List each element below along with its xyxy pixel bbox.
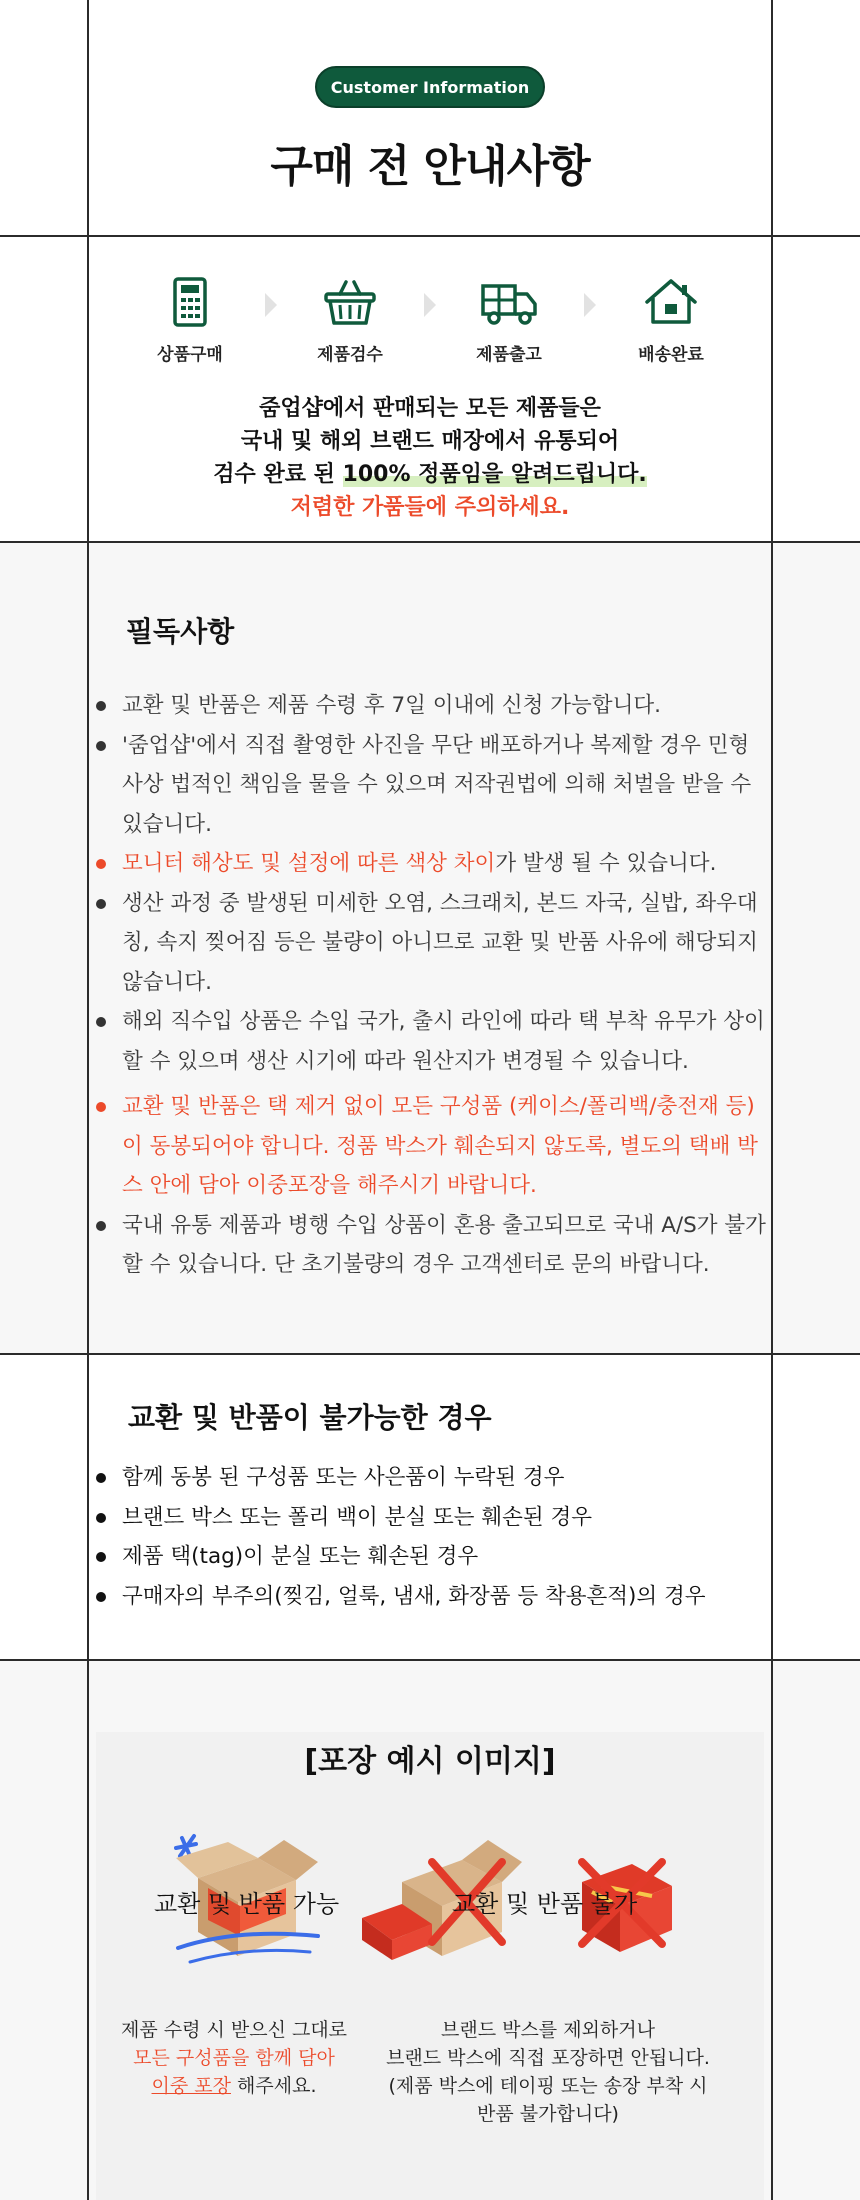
basket-icon — [322, 276, 378, 328]
chevron-right-icon — [265, 293, 277, 317]
caption-line: 제품 수령 시 받으신 그대로 — [120, 2019, 348, 2041]
return-impossible-label: 교환 및 반품 불가 — [452, 1890, 638, 1918]
caption-line: (제품 박스에 테이핑 또는 송장 부착 시 — [388, 2075, 708, 2097]
step-inspection — [290, 276, 410, 365]
statement-line: 국내 및 해외 브랜드 매장에서 유통되어 — [240, 429, 620, 454]
step-purchase — [130, 276, 250, 365]
statement-line — [0, 458, 860, 491]
must-read-list — [96, 686, 766, 1285]
list-item: 함께 동봉 된 구성품 또는 사은품이 누락된 경우 — [96, 1458, 776, 1498]
divider — [0, 541, 860, 543]
caption-line: 모든 구성품을 함께 담아 — [133, 2047, 335, 2069]
step-label: 제품검수 — [317, 345, 383, 365]
statement-line: 줌업샵에서 판매되는 모든 제품들은 — [259, 396, 601, 421]
chevron-right-icon — [424, 293, 436, 317]
step-shipping — [449, 276, 569, 365]
header-section — [0, 0, 860, 236]
divider — [0, 1353, 860, 1355]
list-item: 해외 직수입 상품은 수입 국가, 출시 라인에 따라 택 부착 유무가 상이할 수 있으며 생산 시기에 따라 원산지가 변경될 수 있습니다. — [96, 1002, 766, 1081]
step-delivered — [611, 276, 731, 365]
caption-text: 해주세요. — [230, 2075, 317, 2097]
list-item — [96, 844, 766, 884]
section-title: [포장 예시 이미지] — [304, 1744, 556, 1779]
frame-line-left — [87, 0, 89, 2200]
must-read-section — [0, 542, 860, 1354]
color-difference-note: 모니터 해상도 및 설정에 따른 색상 차이 — [122, 851, 496, 876]
ok-caption — [104, 2016, 364, 2100]
process-section — [0, 236, 860, 542]
step-label: 배송완료 — [638, 345, 704, 365]
statement-prefix: 검수 완료 된 — [213, 462, 343, 487]
step-label: 제품출고 — [476, 345, 542, 365]
section-title: 필독사항 — [126, 615, 235, 648]
list-item: 국내 유통 제품과 병행 수입 상품이 혼용 출고되므로 국내 A/S가 불가할 수 있습니다. 단 초기불량의 경우 고객센터로 문의 바랍니다. — [96, 1206, 766, 1285]
caption-line: 브랜드 박스를 제외하거나 — [441, 2019, 655, 2041]
return-possible-label: 교환 및 반품 가능 — [154, 1890, 340, 1918]
authenticity-statement — [0, 392, 860, 524]
divider — [0, 1659, 860, 1661]
caption-line: 반품 불가합니다) — [477, 2103, 619, 2125]
list-item: 교환 및 반품은 제품 수령 후 7일 이내에 신청 가능합니다. — [96, 686, 766, 726]
section-title: 교환 및 반품이 불가능한 경우 — [128, 1401, 492, 1434]
list-item: 구매자의 부주의(찢김, 얼룩, 냄새, 화장품 등 착용흔적)의 경우 — [96, 1577, 776, 1617]
divider — [0, 235, 860, 237]
calculator-icon — [164, 276, 216, 328]
caption-line — [104, 2072, 364, 2100]
customer-info-badge: Customer Information — [315, 66, 545, 108]
double-packing-note: 이중 포장 — [151, 2075, 231, 2097]
page-title: 구매 전 안내사항 — [270, 141, 590, 192]
no-return-list — [96, 1458, 776, 1616]
list-item-text: 가 발생 될 수 있습니다. — [495, 851, 717, 876]
authenticity-highlight: 100% 정품임을 알려드립니다. — [342, 462, 647, 487]
chevron-right-icon — [584, 293, 596, 317]
frame-line-right — [771, 0, 773, 2200]
list-item: 브랜드 박스 또는 폴리 백이 분실 또는 훼손된 경우 — [96, 1498, 776, 1538]
truck-icon — [479, 276, 539, 328]
not-ok-caption — [378, 2016, 718, 2128]
caption-line: 브랜드 박스에 직접 포장하면 안됩니다. — [386, 2047, 710, 2069]
step-label: 상품구매 — [157, 345, 223, 365]
house-icon — [643, 276, 699, 328]
no-return-section — [0, 1354, 860, 1660]
list-item: 교환 및 반품은 택 제거 없이 모든 구성품 (케이스/폴리백/충전재 등)이 동봉되어야 합니다. 정품 박스가 훼손되지 않도록, 별도의 택배 박스 안에 담아 이중포장을 해주시기 바랍니다. — [96, 1087, 766, 1206]
list-item: 생산 과정 중 발생된 미세한 오염, 스크래치, 본드 자국, 실밥, 좌우대칭, 속지 찢어짐 등은 불량이 아니므로 교환 및 반품 사유에 해당되지 않습니다. — [96, 884, 766, 1003]
list-item: '줌업샵'에서 직접 촬영한 사진을 무단 배포하거나 복제할 경우 민형사상 법적인 책임을 물을 수 있으며 저작권법에 의해 처벌을 받을 수 있습니다. — [96, 726, 766, 845]
counterfeit-warning: 저렴한 가품들에 주의하세요. — [290, 495, 570, 520]
packaging-section — [0, 1660, 860, 2200]
list-item: 제품 택(tag)이 분실 또는 훼손된 경우 — [96, 1537, 776, 1577]
